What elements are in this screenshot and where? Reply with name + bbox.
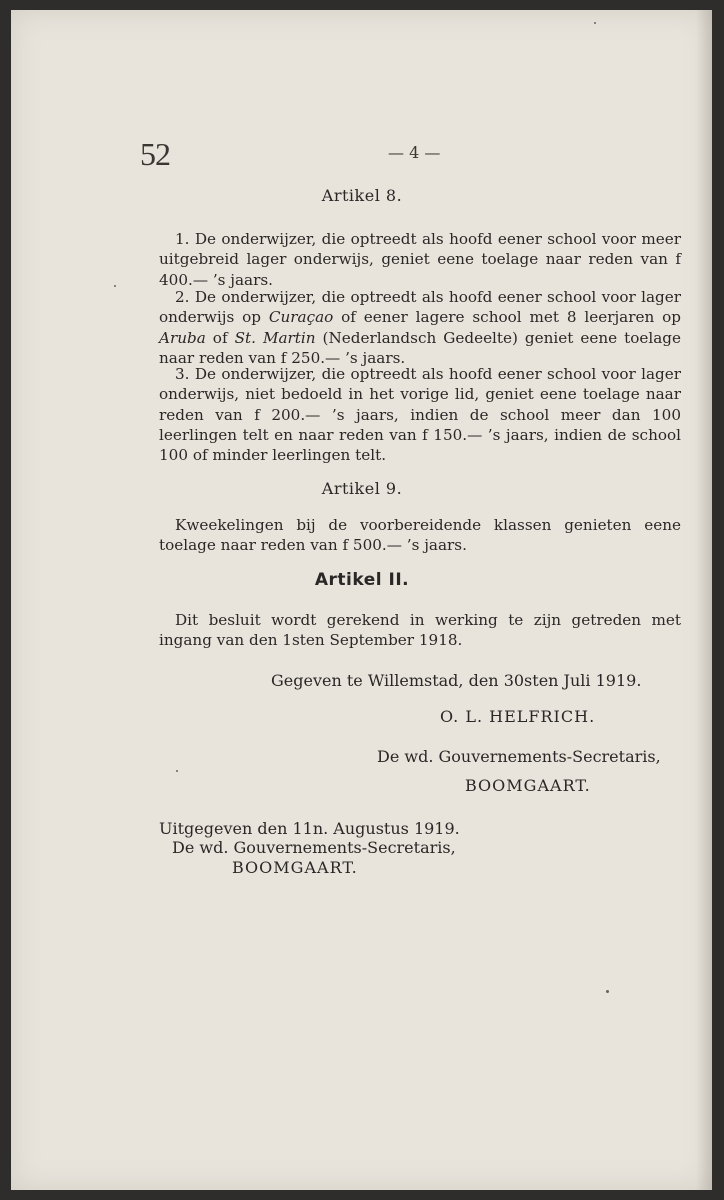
place-st-martin: St. Martin <box>234 328 316 347</box>
given-at-line: Gegeven te Willemstad, den 30sten Juli 1919. <box>271 671 642 690</box>
article-8-paragraph-1: 1. De onderwijzer, die optreedt als hoofd eener school voor meer uitgebreid lager onderwijs, geniet eene toelage naar reden van f 400.— ’s jaars. <box>159 230 681 289</box>
folio-number: 52 <box>140 136 170 172</box>
secretary-name: BOOMGAART. <box>465 776 591 795</box>
secretary-title: De wd. Gouvernements-Secretaris, <box>377 747 661 766</box>
article-8-paragraph-2-part-c: of <box>205 328 235 347</box>
paper-speck <box>114 285 116 287</box>
paper-speck <box>594 22 596 24</box>
article-9-heading: Artikel 9. <box>321 479 403 498</box>
article-8-paragraph-2-part-a: 2. De onderwijzer, die optreedt als hoofd eener school voor lager onderwijs op <box>159 288 681 327</box>
issued-date-line: Uitgegeven den 11n. Augustus 1919. <box>159 819 460 838</box>
article-8-paragraph-2 <box>159 287 681 368</box>
article-8-paragraph-2-part-b: of eener lagere school met 8 leerjaren op <box>333 308 681 327</box>
article-8-paragraph-2-part-d: (Nederlandsch Gedeelte) geniet eene toelage naar reden van f 250.— ’s jaars. <box>159 328 681 367</box>
place-aruba: Aruba <box>159 328 206 347</box>
article-ii-heading: Artikel II. <box>314 570 410 590</box>
article-ii-paragraph: Dit besluit wordt gerekend in werking te zijn getreden met ingang van den 1sten September 1918. <box>159 611 681 650</box>
paper-speck <box>176 770 178 772</box>
issued-secretary-name: BOOMGAART. <box>232 858 358 877</box>
issued-secretary-title: De wd. Gouvernements-Secretaris, <box>172 838 456 857</box>
page-number: — 4 — <box>388 143 441 162</box>
paper-speck <box>606 990 609 993</box>
article-8-paragraph-3: 3. De onderwijzer, die optreedt als hoofd eener school voor lager onderwijs, niet bedoeld in het vorige lid, geniet eene toelage naar reden van f 200.— ’s jaars, indien de school meer dan 100 leerlingen telt en naar reden van f 150.— ’s jaars, indien de school 100 of minder leerlingen telt. <box>159 365 681 465</box>
article-8-heading: Artikel 8. <box>321 186 403 205</box>
place-curacao: Curaçao <box>268 308 334 327</box>
article-9-paragraph: Kweekelingen bij de voorbereidende klassen genieten eene toelage naar reden van f 500.— ’s jaars. <box>159 516 681 555</box>
signatory-name: O. L. HELFRICH. <box>440 707 596 726</box>
